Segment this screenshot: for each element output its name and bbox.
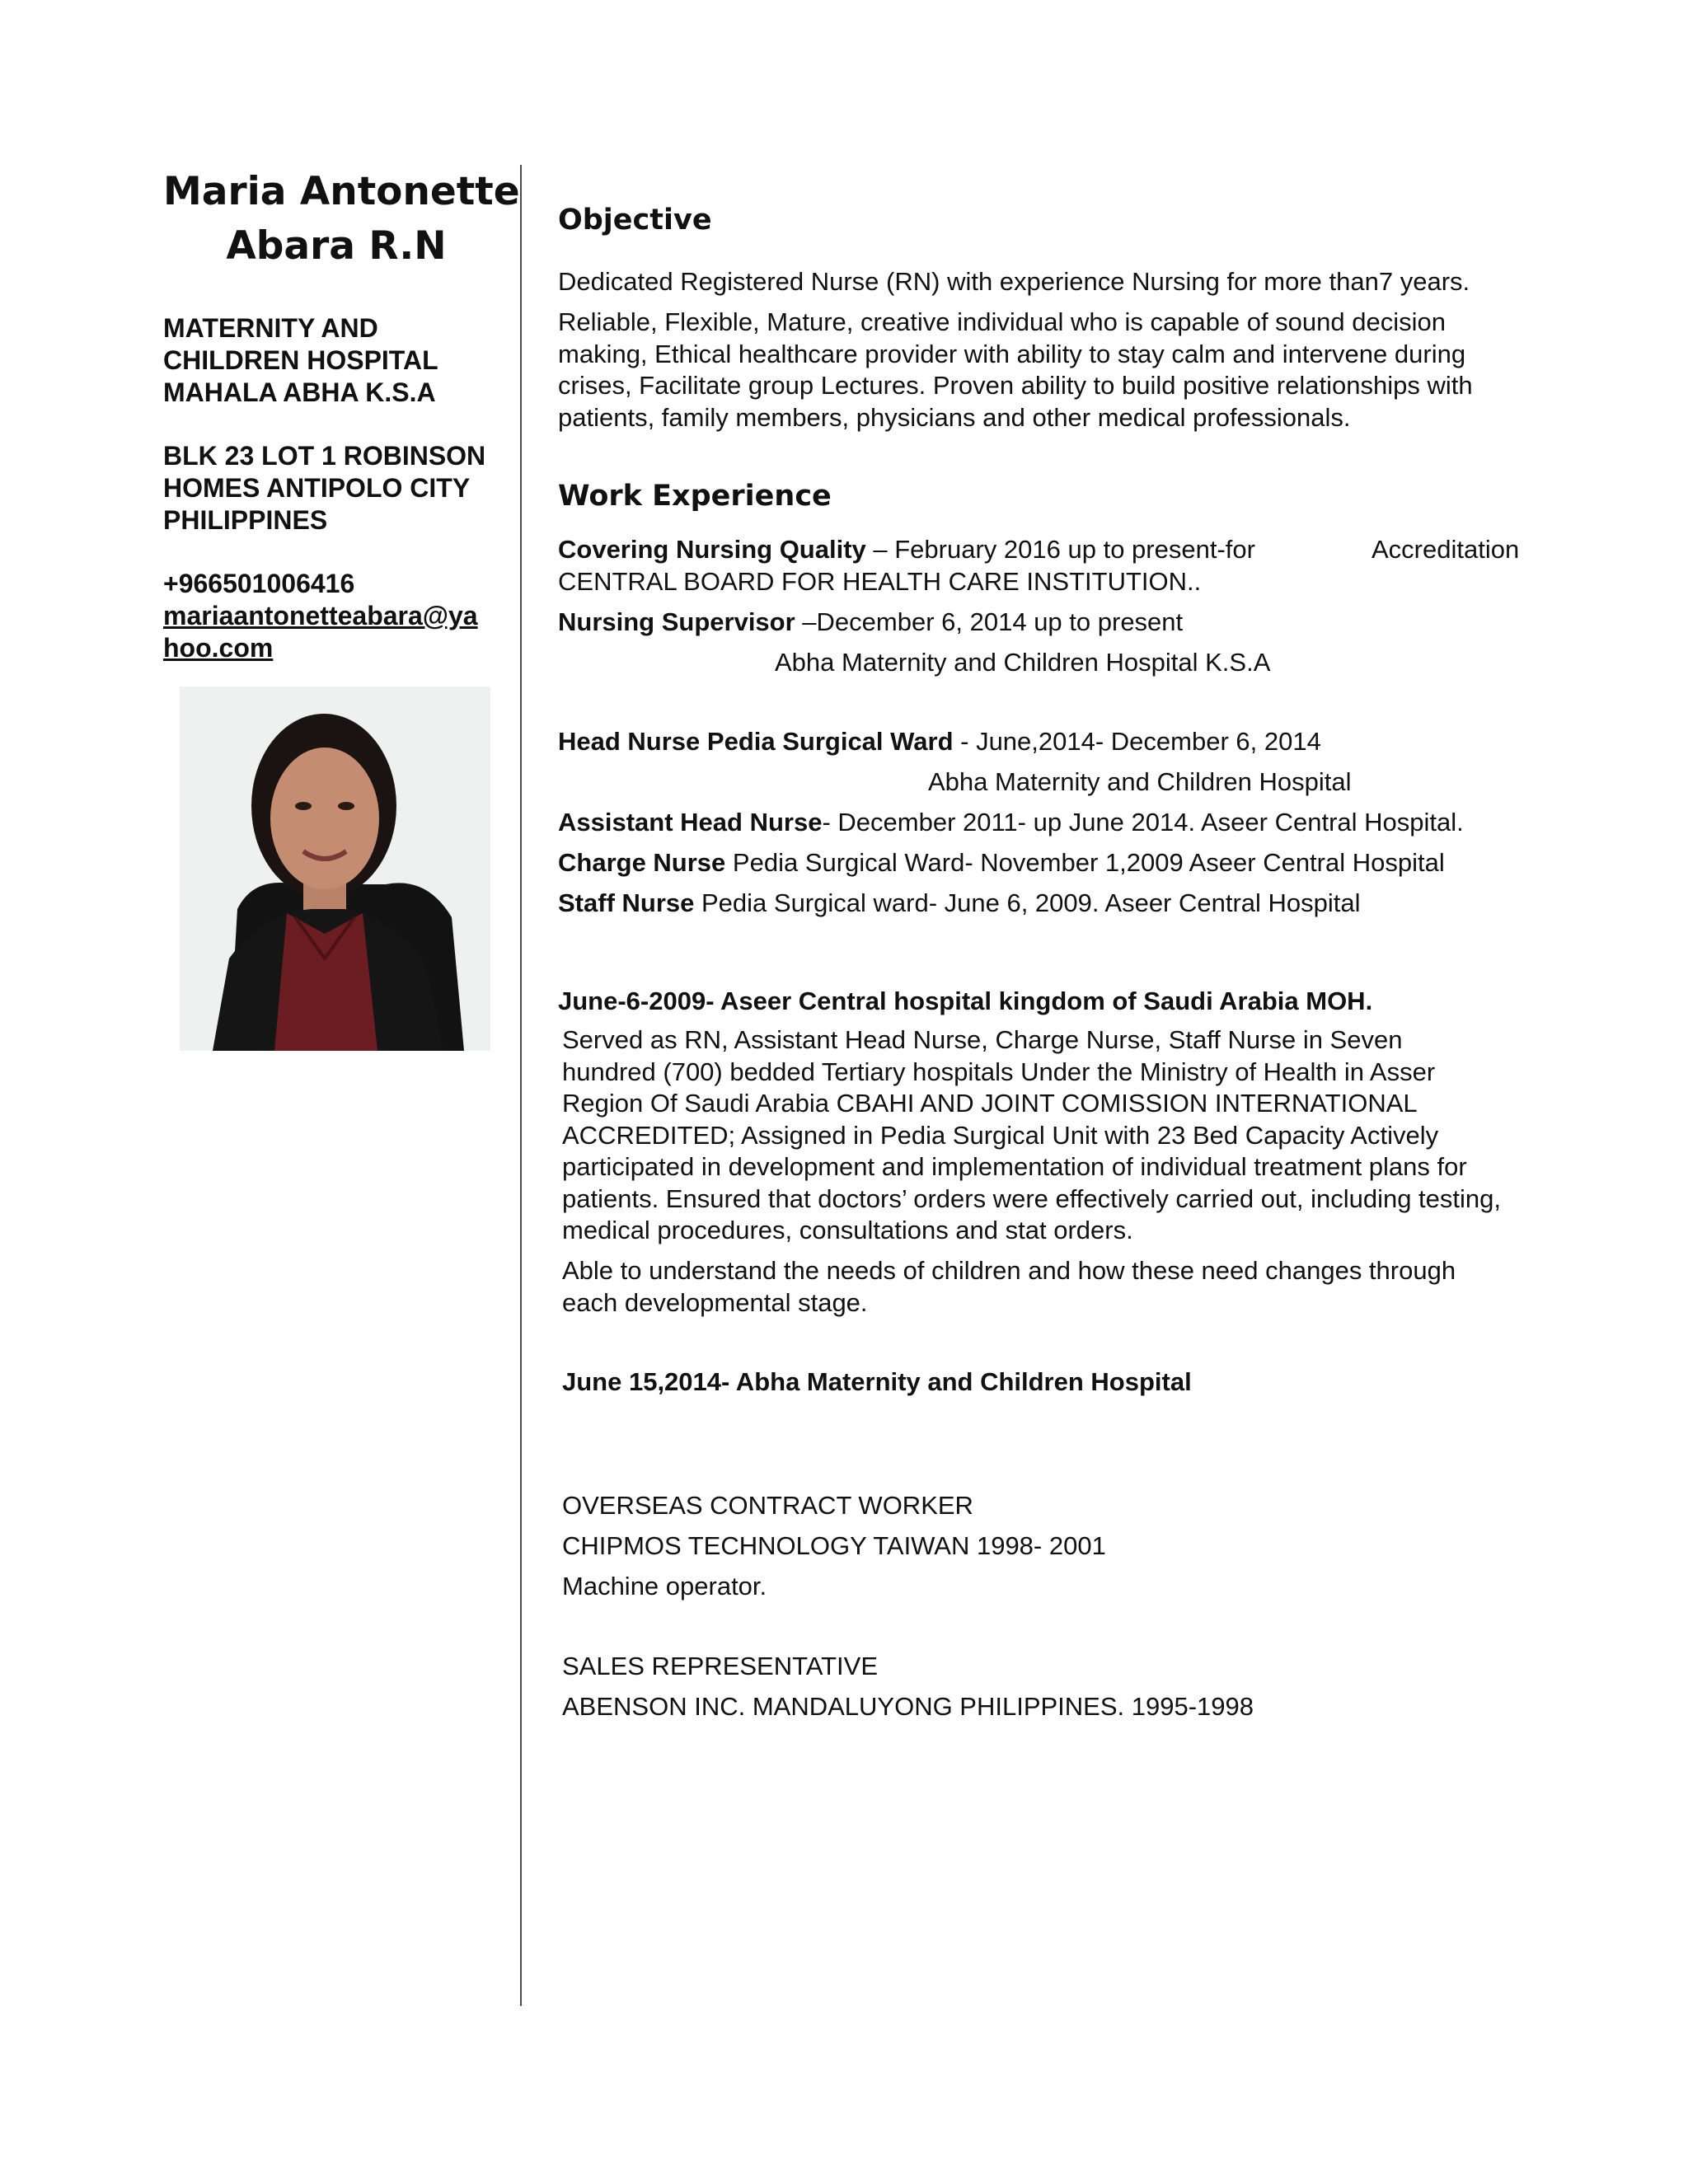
home-address: BLK 23 LOT 1 ROBINSON HOMES ANTIPOLO CITY PHILIPPINES bbox=[163, 441, 486, 535]
aseer-heading: June-6-2009- Aseer Central hospital kingdom of Saudi Arabia MOH. bbox=[558, 987, 1373, 1015]
email-link[interactable]: mariaantonetteabara@ya bbox=[163, 601, 478, 630]
ocw-entry: OVERSEAS CONTRACT WORKER CHIPMOS TECHNOLOGY TAIWAN 1998- 2001 Machine operator. bbox=[562, 1491, 1106, 1601]
profile-photo bbox=[180, 687, 490, 1051]
contact-info bbox=[163, 568, 509, 664]
assistant-head-entry: Assistant Head Nurse- December 2011- up June 2014. Aseer Central Hospital. bbox=[558, 808, 1464, 837]
candidate-name: Maria Antonette Abara R.N bbox=[163, 169, 520, 269]
head-nurse-hospital: Abha Maternity and Children Hospital bbox=[928, 767, 1352, 796]
charge-nurse-entry: Charge Nurse Pedia Surgical Ward- November 1,2009 Aseer Central Hospital bbox=[558, 848, 1445, 877]
phone-number: +966501006416 bbox=[163, 569, 355, 598]
supervisor-hospital: Abha Maternity and Children Hospital K.S.A bbox=[775, 648, 1271, 677]
head-nurse-entry: Head Nurse Pedia Surgical Ward - June,2014- December 6, 2014 bbox=[558, 727, 1321, 756]
supervisor-entry: Nursing Supervisor –December 6, 2014 up to present bbox=[558, 607, 1184, 636]
column-divider bbox=[520, 165, 522, 2006]
objective-summary: Dedicated Registered Nurse (RN) with experience Nursing for more than7 years. bbox=[558, 267, 1470, 296]
aseer-description-2: Able to understand the needs of children and how these need changes through each developmental stage. bbox=[562, 1256, 1456, 1317]
work-experience-heading: Work Experience bbox=[558, 480, 832, 513]
objective-paragraph: Reliable, Flexible, Mature, creative individual who is capable of sound decision making, Ethical healthcare provider with ability to stay calm and intervene during crises, Facilitate group Lectures. Proven ability to build positive relationships with patients, family members, physicians and other medical professionals. bbox=[558, 307, 1473, 432]
covering-nursing-accreditation: Accreditation bbox=[1372, 535, 1520, 564]
aseer-description: Served as RN, Assistant Head Nurse, Charge Nurse, Staff Nurse in Seven hundred (700) bedded Tertiary hospitals Under the Ministry of Health in Asser Region Of Saudi Arabia CBAHI AND JOINT COMISSION INTERNATIONAL ACCREDITED; Assigned in Pedia Surgical Unit with 23 Bed Capacity Actively participated in development and implementation of individual treatment plans for patients. Ensured that doctors’ orders were effectively carried out, including testing, medical procedures, consultations and stat orders. bbox=[562, 1025, 1501, 1244]
workplace-address: MATERNITY AND CHILDREN HOSPITAL MAHALA ABHA K.S.A bbox=[163, 313, 438, 407]
sidebar bbox=[163, 165, 520, 664]
covering-nursing-board: CENTRAL BOARD FOR HEALTH CARE INSTITUTION.. bbox=[558, 567, 1202, 596]
abha-heading: June 15,2014- Abha Maternity and Children Hospital bbox=[562, 1367, 1192, 1396]
portrait-image bbox=[180, 687, 490, 1051]
staff-nurse-entry: Staff Nurse Pedia Surgical ward- June 6, 2009. Aseer Central Hospital bbox=[558, 888, 1361, 917]
sales-entry: SALES REPRESENTATIVE ABENSON INC. MANDALUYONG PHILIPPINES. 1995-1998 bbox=[562, 1652, 1254, 1721]
objective-heading: Objective bbox=[558, 204, 712, 237]
covering-nursing-entry: Covering Nursing Quality – February 2016 up to present-for bbox=[558, 535, 1255, 564]
email-link-continued[interactable]: hoo.com bbox=[163, 633, 274, 663]
